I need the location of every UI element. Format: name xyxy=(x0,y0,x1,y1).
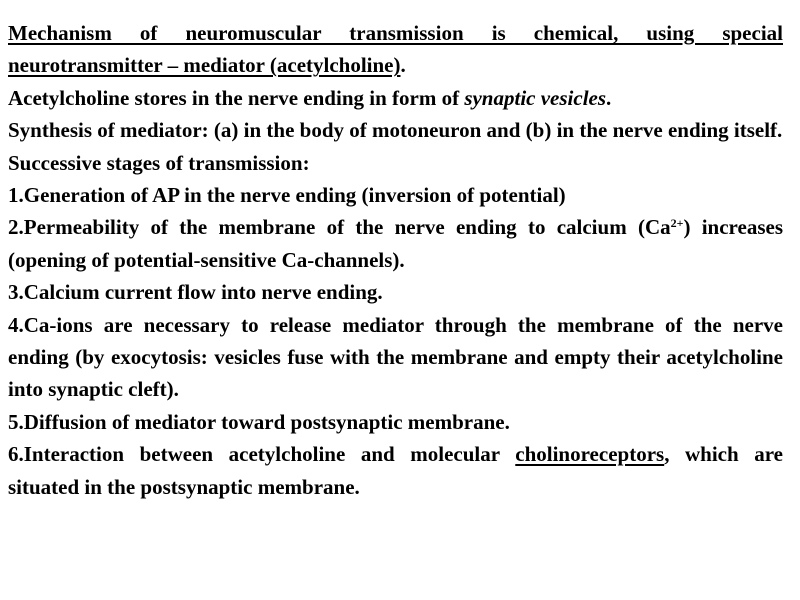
mechanism-period: . xyxy=(400,53,406,78)
storage-period: . xyxy=(606,85,612,110)
storage-text: Acetylcholine stores in the nerve ending in form of xyxy=(8,85,465,110)
stage-5: 5.Diffusion of mediator toward postsynaptic membrane. xyxy=(8,409,510,434)
stage-2-text-after: ) increases (opening of potential-sensitive Ca-channels). xyxy=(8,215,783,272)
synaptic-vesicles-term: synaptic vesicles xyxy=(464,85,607,110)
stage-6-text-before: 6.Interaction between acetylcholine and molecular xyxy=(8,442,516,467)
stage-2-text-before: 2.Permeability of the membrane of the nerve ending to calcium (Ca xyxy=(8,215,671,240)
stage-6 xyxy=(8,438,783,503)
paragraph-storage xyxy=(8,82,783,114)
stage-1: 1.Generation of AP in the nerve ending (inversion of potential) xyxy=(8,183,566,208)
paragraph-synthesis: Synthesis of mediator: (a) in the body of motoneuron and (b) in the nerve ending itself. xyxy=(8,118,783,143)
paragraph-mechanism xyxy=(8,17,783,82)
slide-body xyxy=(8,17,783,503)
cholinoreceptors-term: cholinoreceptors xyxy=(515,442,665,467)
stage-6-text-after: , which are situated in the postsynaptic membrane. xyxy=(8,442,783,499)
stage-3: 3.Calcium current flow into nerve ending. xyxy=(8,280,383,305)
paragraph-stages-heading: Successive stages of transmission: xyxy=(8,150,310,175)
stage-2 xyxy=(8,211,783,276)
mechanism-statement: Mechanism of neuromuscular transmission is chemical, using special neurotransmitter – mediator (acetylcholine) xyxy=(8,21,783,78)
stage-4: 4.Ca-ions are necessary to release mediator through the membrane of the nerve ending (by exocytosis: vesicles fuse with the membrane and empty their acetylcholine into synaptic cleft). xyxy=(8,312,783,402)
calcium-charge-superscript: 2+ xyxy=(670,216,684,231)
